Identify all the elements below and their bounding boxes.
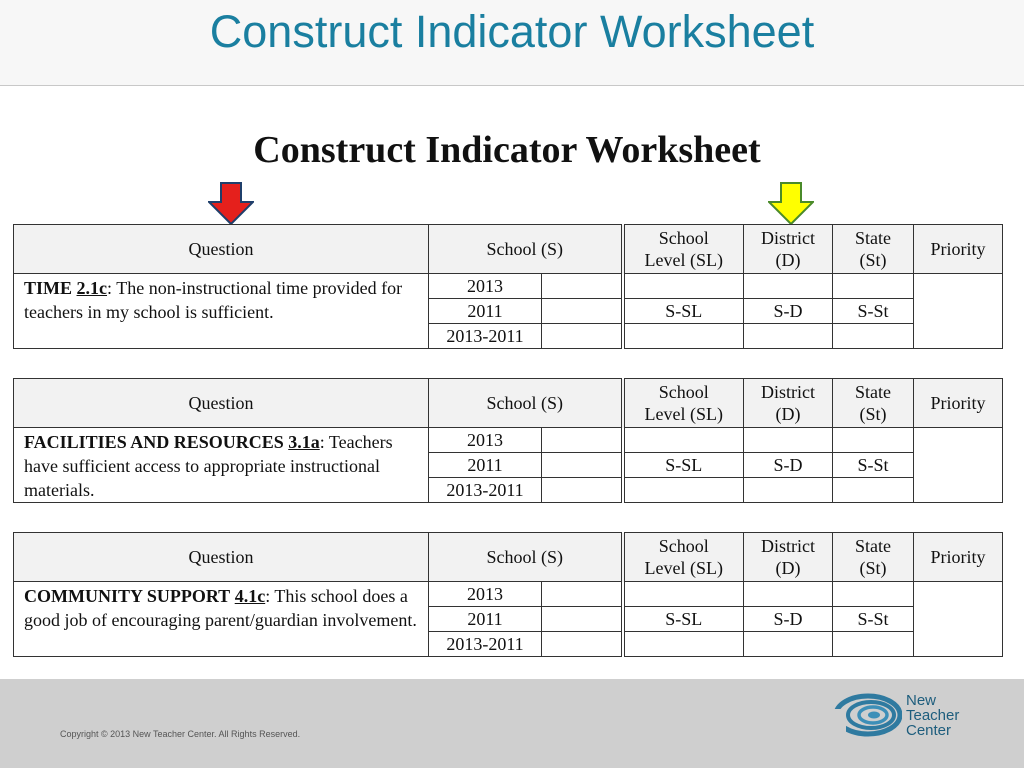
state-header: State (St) [833,379,914,428]
empty-cell [623,274,744,299]
state-header: State (St) [833,533,914,582]
year-cell: 2011 [429,453,542,478]
empty-cell [833,582,914,607]
priority-cell [914,582,1003,657]
school-header: School (S) [429,533,623,582]
empty-cell [744,632,833,657]
priority-cell [914,274,1003,349]
comparison-cell-st: S-St [833,453,914,478]
district-header: District (D) [744,533,833,582]
comparison-cell-sl: S-SL [623,299,744,324]
empty-cell [833,274,914,299]
school-level-header: School Level (SL) [623,225,744,274]
year-cell: 2013 [429,274,542,299]
school-value-cell [542,607,623,632]
empty-cell [623,632,744,657]
empty-cell [623,582,744,607]
empty-cell [623,324,744,349]
state-header: State (St) [833,225,914,274]
school-value-cell [542,478,623,503]
empty-cell [833,324,914,349]
school-header: School (S) [429,225,623,274]
worksheet-title: Construct Indicator Worksheet [253,129,761,171]
district-header: District (D) [744,379,833,428]
school-value-cell [542,582,623,607]
empty-cell [744,582,833,607]
red-down-arrow-icon [208,182,254,226]
priority-header: Priority [914,225,1003,274]
school-level-header: School Level (SL) [623,533,744,582]
question-text: TIME 2.1c: The non-instructional time provided for teachers in my school is sufficient. [14,274,429,349]
priority-header: Priority [914,379,1003,428]
priority-header: Priority [914,533,1003,582]
year-cell: 2013-2011 [429,478,542,503]
empty-cell [744,428,833,453]
empty-cell [744,274,833,299]
question-table-2 [13,378,1003,503]
year-cell: 2011 [429,607,542,632]
question-text: COMMUNITY SUPPORT 4.1c: This school does a good job of encouraging parent/guardian involvement. [14,582,429,657]
comparison-cell-st: S-St [833,299,914,324]
year-cell: 2013-2011 [429,632,542,657]
school-value-cell [542,324,623,349]
year-cell: 2013 [429,428,542,453]
school-level-header: School Level (SL) [623,379,744,428]
year-cell: 2013 [429,582,542,607]
empty-cell [623,478,744,503]
comparison-cell-d: S-D [744,453,833,478]
comparison-cell-d: S-D [744,299,833,324]
yellow-down-arrow-icon [768,182,814,226]
question-header: Question [14,533,429,582]
comparison-cell-d: S-D [744,607,833,632]
question-header: Question [14,379,429,428]
district-header: District (D) [744,225,833,274]
ntc-swirl-logo-icon [832,693,902,737]
logo-text: New Teacher Center [906,692,960,739]
empty-cell [833,478,914,503]
copyright-text: Copyright © 2013 New Teacher Center. All Rights Reserved. [60,729,301,739]
empty-cell [623,428,744,453]
comparison-cell-st: S-St [833,607,914,632]
comparison-cell-sl: S-SL [623,607,744,632]
school-value-cell [542,428,623,453]
question-header: Question [14,225,429,274]
empty-cell [744,478,833,503]
question-table-1 [13,224,1003,349]
empty-cell [833,632,914,657]
question-table-3 [13,532,1003,657]
slide-title: Construct Indicator Worksheet [209,6,815,57]
new-teacher-center-logo [832,693,982,749]
school-value-cell [542,274,623,299]
school-value-cell [542,299,623,324]
question-text: FACILITIES AND RESOURCES 3.1a: Teachers have sufficient access to appropriate instructional materials. [14,428,429,503]
slide-header [0,0,1024,86]
slide-footer [0,679,1024,768]
school-header: School (S) [429,379,623,428]
school-value-cell [542,453,623,478]
empty-cell [833,428,914,453]
empty-cell [744,324,833,349]
comparison-cell-sl: S-SL [623,453,744,478]
priority-cell [914,428,1003,503]
worksheet-image [0,86,1024,678]
year-cell: 2013-2011 [429,324,542,349]
year-cell: 2011 [429,299,542,324]
school-value-cell [542,632,623,657]
